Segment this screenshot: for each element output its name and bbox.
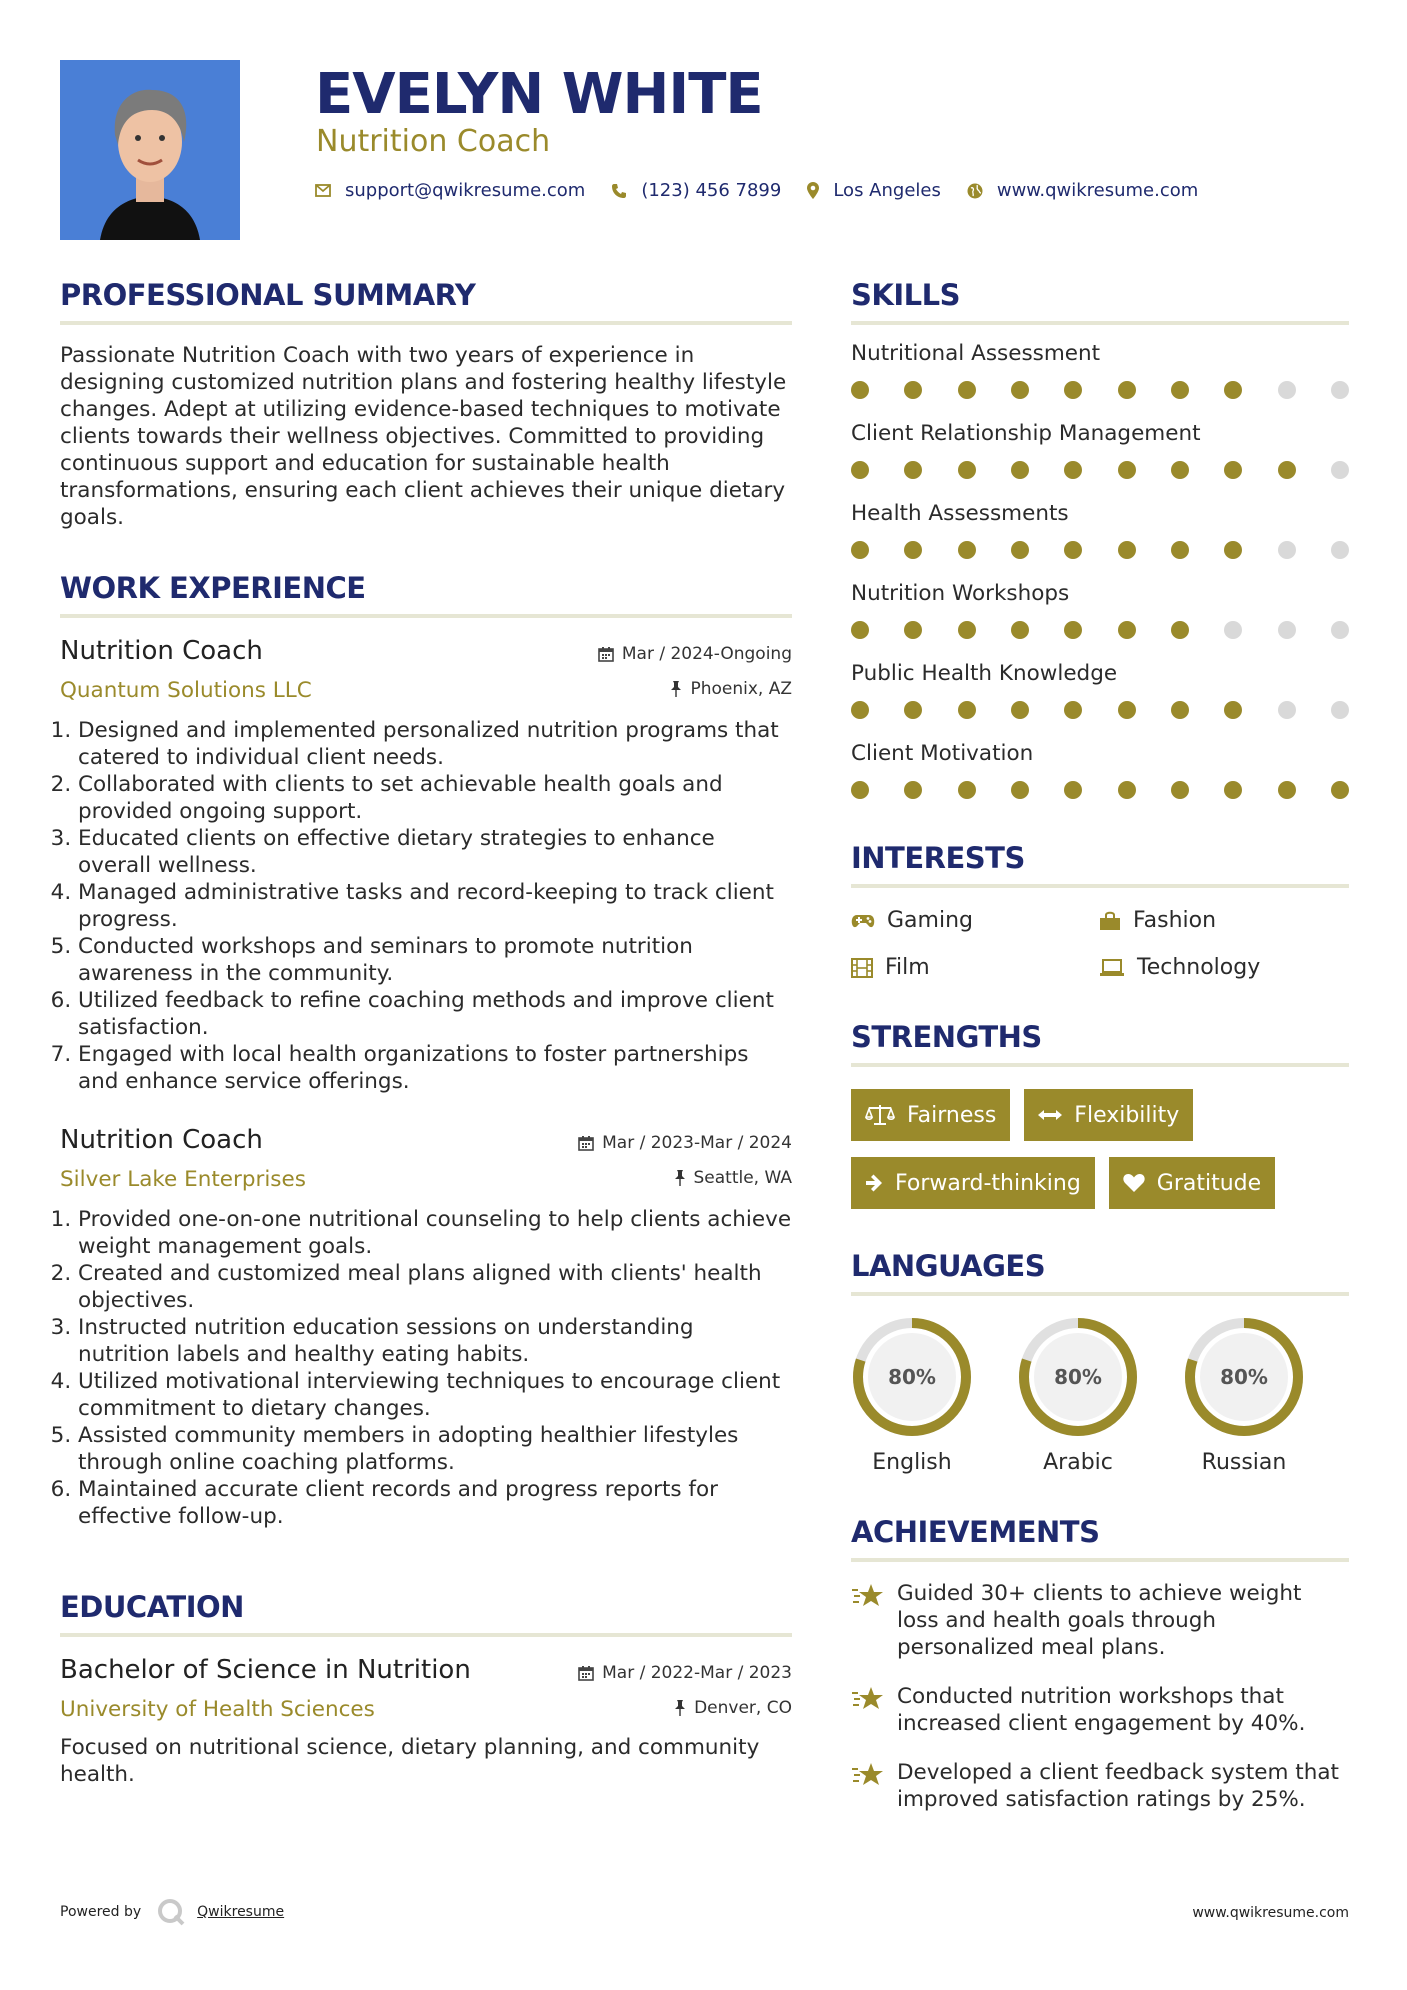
calendar-icon [598, 646, 614, 662]
contact-location [807, 180, 941, 201]
envelope-icon [315, 184, 331, 197]
rating-dot [851, 461, 869, 479]
rating-dot [958, 701, 976, 719]
skills-section [851, 278, 1349, 799]
language-item [1017, 1316, 1183, 1475]
interest-label: Gaming [887, 908, 973, 933]
calendar-icon [578, 1135, 594, 1151]
rating-dot [1171, 621, 1189, 639]
skill-name: Nutrition Workshops [851, 581, 1070, 606]
section-divider [60, 321, 792, 325]
rating-dot [1118, 701, 1136, 719]
skill-name: Health Assessments [851, 501, 1069, 526]
email-text: support@qwikresume.com [345, 180, 586, 201]
rating-dot [1224, 781, 1242, 799]
achievements-heading: ACHIEVEMENTS [851, 1515, 1100, 1549]
section-divider [851, 1558, 1349, 1562]
rating-dot [1118, 781, 1136, 799]
pushpin-icon [674, 1170, 686, 1186]
rating-dot [1171, 781, 1189, 799]
education-dates-text: Mar / 2022-Mar / 2023 [602, 1663, 792, 1683]
strength-badge [851, 1089, 1010, 1141]
strengths-section [851, 1020, 1349, 1209]
skill-rating [851, 541, 1349, 559]
summary-section [60, 278, 792, 531]
rating-dot [1064, 541, 1082, 559]
languages-heading: LANGUAGES [851, 1249, 1046, 1283]
job-company: Quantum Solutions LLC [60, 678, 312, 703]
duty-item: 7. Engaged with local health organizations to foster partnerships and enhance service offerings. [78, 1041, 792, 1095]
profile-photo [60, 60, 240, 240]
skills-heading: SKILLS [851, 278, 960, 312]
language-ring [1017, 1316, 1139, 1438]
section-divider [851, 884, 1349, 888]
rating-dot [1011, 541, 1029, 559]
school-name: University of Health Sciences [60, 1697, 375, 1722]
website-text: www.qwikresume.com [996, 180, 1199, 201]
rating-dot [1118, 621, 1136, 639]
rating-dot [958, 621, 976, 639]
language-percent: 80% [1054, 1365, 1102, 1389]
section-divider [851, 321, 1349, 325]
language-percent: 80% [1220, 1365, 1268, 1389]
skills-list [851, 341, 1349, 799]
education-entry [60, 1655, 792, 1788]
rating-dot [1011, 381, 1029, 399]
interest-label: Fashion [1133, 908, 1217, 933]
rating-dot [1224, 701, 1242, 719]
skill-item [851, 501, 1349, 559]
gamepad-icon [851, 913, 875, 929]
experience-heading: WORK EXPERIENCE [60, 571, 366, 605]
duty-item: 1. Designed and implemented personalized nutrition programs that catered to individual client needs. [78, 717, 792, 771]
job-duties [60, 1206, 792, 1530]
duty-item: 2. Collaborated with clients to set achievable health goals and provided ongoing support. [78, 771, 792, 825]
interest-item [1099, 908, 1349, 933]
pushpin-icon [674, 1700, 686, 1716]
skill-rating [851, 461, 1349, 479]
rating-dot [1224, 541, 1242, 559]
rating-dot [958, 381, 976, 399]
rating-dot [1064, 781, 1082, 799]
film-icon [851, 958, 873, 978]
job-dates [598, 644, 792, 664]
strength-label: Fairness [907, 1102, 997, 1128]
strengths-heading: STRENGTHS [851, 1020, 1042, 1054]
footer-website[interactable]: www.qwikresume.com [1192, 1905, 1349, 1921]
interest-label: Film [885, 955, 930, 980]
section-divider [60, 1633, 792, 1637]
skill-name: Public Health Knowledge [851, 661, 1118, 686]
summary-heading: PROFESSIONAL SUMMARY [60, 278, 476, 312]
qwikresume-logo-icon [157, 1898, 185, 1926]
job-location [670, 679, 792, 699]
qwikresume-link[interactable]: Qwikresume [197, 1904, 285, 1920]
rating-dot [1331, 701, 1349, 719]
rating-dot [1118, 461, 1136, 479]
interests-heading: INTERESTS [851, 841, 1025, 875]
job-duties [60, 717, 792, 1095]
language-ring [851, 1316, 973, 1438]
double-arrow-icon [1038, 1109, 1062, 1121]
education-location [674, 1698, 792, 1718]
rating-dot [1171, 381, 1189, 399]
calendar-icon [578, 1665, 594, 1681]
strength-label: Gratitude [1156, 1170, 1262, 1196]
rating-dot [851, 381, 869, 399]
strength-label: Flexibility [1074, 1102, 1180, 1128]
shopping-bag-icon [1099, 911, 1121, 931]
languages-list [851, 1316, 1349, 1475]
location-text: Los Angeles [833, 180, 941, 201]
interest-item [851, 908, 1099, 933]
laptop-icon [1099, 959, 1125, 977]
strengths-list [851, 1089, 1349, 1209]
rating-dot [958, 781, 976, 799]
skill-name: Nutritional Assessment [851, 341, 1101, 366]
contact-phone[interactable] [611, 180, 781, 201]
rating-dot [851, 781, 869, 799]
duty-item: 5. Assisted community members in adopting healthier lifestyles through online coaching platforms. [78, 1422, 792, 1476]
rating-dot [1224, 461, 1242, 479]
skill-name: Client Relationship Management [851, 421, 1201, 446]
pushpin-icon [670, 681, 682, 697]
powered-by-text: Powered by [60, 1904, 142, 1920]
achievement-item [851, 1683, 1349, 1737]
map-pin-icon [807, 182, 819, 199]
skill-rating [851, 781, 1349, 799]
achievement-item [851, 1759, 1349, 1813]
rating-dot [1331, 461, 1349, 479]
phone-icon [611, 183, 627, 199]
achievement-item [851, 1580, 1349, 1661]
duty-item: 1. Provided one-on-one nutritional counseling to help clients achieve weight management goals. [78, 1206, 792, 1260]
rating-dot [1171, 701, 1189, 719]
duty-item: 3. Instructed nutrition education sessions on understanding nutrition labels and healthy eating habits. [78, 1314, 792, 1368]
rating-dot [1278, 541, 1296, 559]
education-section [60, 1590, 792, 1788]
rating-dot [1064, 701, 1082, 719]
balance-scale-icon [865, 1104, 895, 1126]
rating-dot [851, 621, 869, 639]
job-title: Nutrition Coach [60, 636, 263, 666]
rating-dot [1331, 541, 1349, 559]
achievement-text: Guided 30+ clients to achieve weight loss and health goals through personalized meal plans. [897, 1581, 1302, 1660]
skill-item [851, 741, 1349, 799]
language-percent: 80% [888, 1365, 936, 1389]
achievements-section [851, 1515, 1349, 1813]
duty-item: 3. Educated clients on effective dietary strategies to enhance overall wellness. [78, 825, 792, 879]
rating-dot [1224, 621, 1242, 639]
skill-item [851, 341, 1349, 399]
rating-dot [1171, 461, 1189, 479]
rating-dot [1278, 461, 1296, 479]
rating-dot [904, 461, 922, 479]
rating-dot [1224, 381, 1242, 399]
rating-dot [1278, 701, 1296, 719]
strength-label: Forward-thinking [895, 1170, 1081, 1196]
skill-item [851, 581, 1349, 639]
rating-dot [904, 781, 922, 799]
contact-bar [315, 180, 1224, 201]
rating-dot [1064, 621, 1082, 639]
star-badge-icon [851, 1761, 885, 1787]
candidate-title: Nutrition Coach [316, 124, 551, 159]
education-heading: EDUCATION [60, 1590, 244, 1624]
star-badge-icon [851, 1685, 885, 1711]
duty-item: 4. Managed administrative tasks and record-keeping to track client progress. [78, 879, 792, 933]
rating-dot [1118, 541, 1136, 559]
rating-dot [851, 541, 869, 559]
rating-dot [1331, 381, 1349, 399]
rating-dot [1011, 461, 1029, 479]
section-divider [851, 1063, 1349, 1067]
education-description: Focused on nutritional science, dietary planning, and community health. [60, 1735, 760, 1787]
interests-section [851, 841, 1349, 980]
rating-dot [1011, 701, 1029, 719]
achievement-text: Conducted nutrition workshops that increased client engagement by 40%. [897, 1684, 1306, 1736]
rating-dot [1278, 621, 1296, 639]
achievements-list [851, 1580, 1349, 1813]
rating-dot [1331, 781, 1349, 799]
right-column [851, 278, 1349, 1813]
duty-item: 6. Maintained accurate client records and progress reports for effective follow-up. [78, 1476, 792, 1530]
arrow-right-icon [865, 1174, 883, 1192]
achievement-text: Developed a client feedback system that improved satisfaction ratings by 25%. [897, 1760, 1339, 1812]
interest-label: Technology [1137, 955, 1261, 980]
languages-section [851, 1249, 1349, 1475]
contact-website[interactable] [967, 180, 1198, 201]
skill-item [851, 661, 1349, 719]
job-location [674, 1168, 793, 1188]
job-title: Nutrition Coach [60, 1125, 263, 1155]
job-location-text: Phoenix, AZ [690, 679, 792, 699]
summary-text: Passionate Nutrition Coach with two years of experience in designing customized nutrition plans and fostering healthy lifestyle changes. Adept at utilizing evidence-based techniques to motivate clients towards their wellness objectives. Committed to providing continuous support and education for sustainable health transformations, ensuring each client achieves their unique dietary goals. [60, 343, 787, 530]
rating-dot [904, 621, 922, 639]
language-name: Russian [1201, 1450, 1287, 1475]
education-location-text: Denver, CO [694, 1698, 792, 1718]
job-entry [60, 636, 792, 1095]
rating-dot [1171, 541, 1189, 559]
duty-item: 5. Conducted workshops and seminars to promote nutrition awareness in the community. [78, 933, 792, 987]
experience-section [60, 571, 792, 1530]
star-badge-icon [851, 1582, 885, 1608]
phone-text: (123) 456 7899 [641, 180, 782, 201]
interest-item [851, 955, 1099, 980]
rating-dot [1331, 621, 1349, 639]
strength-badge [1109, 1157, 1275, 1209]
interests-list [851, 908, 1349, 980]
rating-dot [1278, 381, 1296, 399]
job-company: Silver Lake Enterprises [60, 1167, 306, 1192]
rating-dot [1011, 621, 1029, 639]
rating-dot [1064, 461, 1082, 479]
rating-dot [904, 701, 922, 719]
duty-item: 6. Utilized feedback to refine coaching methods and improve client satisfaction. [78, 987, 792, 1041]
education-dates [578, 1663, 792, 1683]
job-dates-text: Mar / 2023-Mar / 2024 [602, 1133, 792, 1153]
rating-dot [958, 541, 976, 559]
rating-dot [904, 541, 922, 559]
language-item [1183, 1316, 1349, 1475]
skill-rating [851, 701, 1349, 719]
job-location-text: Seattle, WA [693, 1168, 792, 1188]
job-dates-text: Mar / 2024-Ongoing [621, 644, 792, 664]
duty-item: 4. Utilized motivational interviewing techniques to encourage client commitment to dietary changes. [78, 1368, 792, 1422]
rating-dot [1011, 781, 1029, 799]
language-ring [1183, 1316, 1305, 1438]
rating-dot [1118, 381, 1136, 399]
language-name: Arabic [1043, 1450, 1113, 1475]
rating-dot [904, 381, 922, 399]
rating-dot [958, 461, 976, 479]
footer-powered-by [60, 1898, 284, 1926]
strength-badge [851, 1157, 1095, 1209]
language-item [851, 1316, 1017, 1475]
job-dates [578, 1133, 792, 1153]
left-column [60, 278, 792, 1788]
section-divider [851, 1292, 1349, 1296]
contact-email[interactable] [315, 180, 585, 201]
skill-name: Client Motivation [851, 741, 1034, 766]
globe-icon [967, 183, 983, 199]
language-name: English [872, 1450, 952, 1475]
rating-dot [851, 701, 869, 719]
skill-item [851, 421, 1349, 479]
degree-title: Bachelor of Science in Nutrition [60, 1655, 471, 1685]
rating-dot [1064, 381, 1082, 399]
candidate-name: EVELYN WHITE [315, 62, 763, 127]
interest-item [1099, 955, 1349, 980]
section-divider [60, 614, 792, 618]
strength-badge [1024, 1089, 1193, 1141]
job-entry [60, 1125, 792, 1530]
skill-rating [851, 621, 1349, 639]
skill-rating [851, 381, 1349, 399]
rating-dot [1278, 781, 1296, 799]
duty-item: 2. Created and customized meal plans aligned with clients' health objectives. [78, 1260, 792, 1314]
heart-icon [1123, 1173, 1145, 1193]
